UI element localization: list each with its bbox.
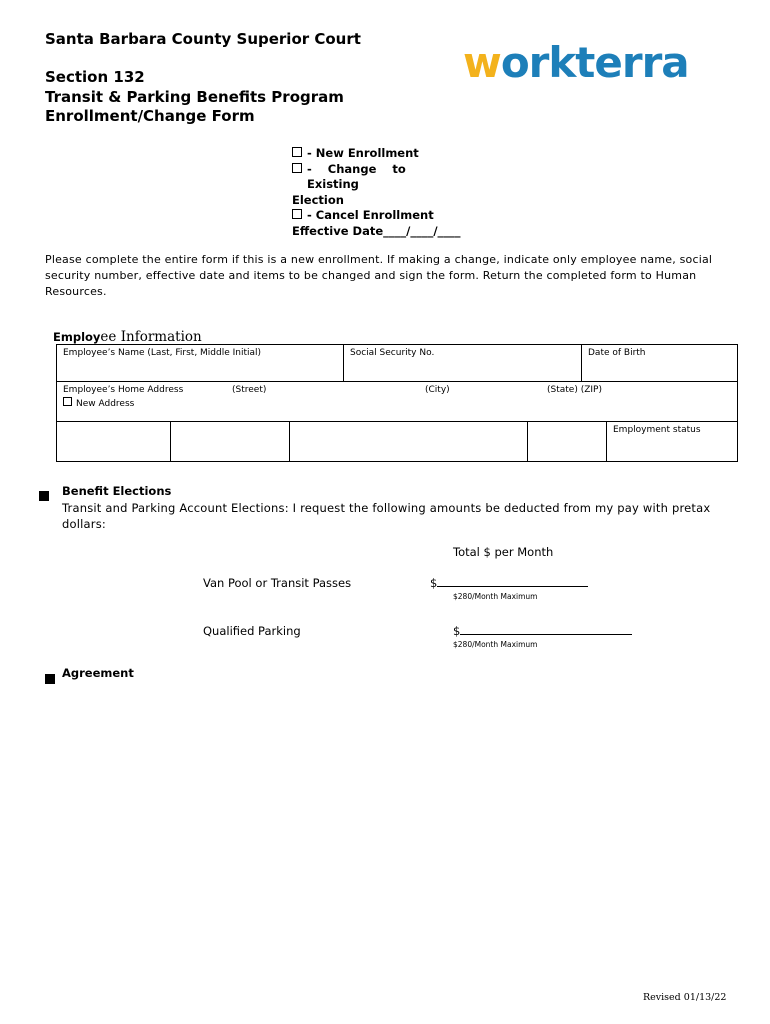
cancel-enrollment-label: - Cancel Enrollment: [307, 208, 434, 222]
home-address-cell[interactable]: Employee’s Home Address (Street) (City) (State) (ZIP) New Address: [57, 382, 737, 422]
parking-amount-field[interactable]: $: [453, 624, 632, 638]
employee-info-table: [56, 344, 738, 462]
court-name: Santa Barbara County Superior Court: [45, 30, 361, 48]
agreement-heading: Agreement: [62, 666, 134, 680]
agreement-bullet-icon: [45, 669, 55, 688]
total-per-month-header: Total $ per Month: [453, 545, 554, 559]
enrollment-options: [292, 146, 472, 239]
new-address-checkbox[interactable]: [63, 397, 72, 406]
vanpool-amount-field[interactable]: $: [430, 576, 588, 590]
vanpool-label: Van Pool or Transit Passes: [203, 576, 352, 590]
change-election-label-cont: Election: [292, 192, 344, 207]
cancel-enrollment-checkbox[interactable]: [292, 209, 302, 219]
new-enrollment-label: - New Enrollment: [307, 146, 419, 160]
employee-info-heading: Employee Information: [53, 329, 202, 345]
extra-field-1[interactable]: [57, 422, 171, 461]
benefit-elections-text: Transit and Parking Account Elections: I request the following amounts be deducted from my pay with pretax dollars:: [62, 501, 711, 531]
employment-status-cell[interactable]: Employment status: [613, 425, 701, 435]
benefit-bullet-icon: [39, 486, 49, 505]
employee-name-cell[interactable]: Employee’s Name (Last, First, Middle Initial): [57, 345, 344, 382]
extra-field-4[interactable]: [528, 422, 607, 461]
parking-max-note: $280/Month Maximum: [453, 640, 538, 649]
vanpool-max-note: $280/Month Maximum: [453, 592, 538, 601]
change-election-label: - Change to Existing: [307, 161, 406, 191]
extra-field-2[interactable]: [171, 422, 290, 461]
change-election-checkbox[interactable]: [292, 163, 302, 173]
effective-date-field[interactable]: Effective Date____/____/____: [292, 223, 461, 238]
revised-date: Revised 01/13/22: [643, 992, 727, 1003]
extra-field-3[interactable]: [290, 422, 528, 461]
program-title: Transit & Parking Benefits Program: [45, 88, 344, 106]
parking-label: Qualified Parking: [203, 624, 301, 638]
form-title: Enrollment/Change Form: [45, 107, 255, 125]
section-title: Section 132: [45, 68, 145, 86]
dob-cell[interactable]: Date of Birth: [582, 345, 737, 382]
instructions-text: Please complete the entire form if this is a new enrollment. If making a change, indicate only employee name, social security number, effective date and items to be changed and sign the form. Return the completed form to Human Resources.: [45, 253, 713, 298]
new-enrollment-checkbox[interactable]: [292, 147, 302, 157]
benefit-elections-heading: Benefit Elections: [62, 484, 172, 498]
workterra-logo: workterra: [463, 38, 689, 87]
ssn-cell[interactable]: Social Security No.: [344, 345, 582, 382]
